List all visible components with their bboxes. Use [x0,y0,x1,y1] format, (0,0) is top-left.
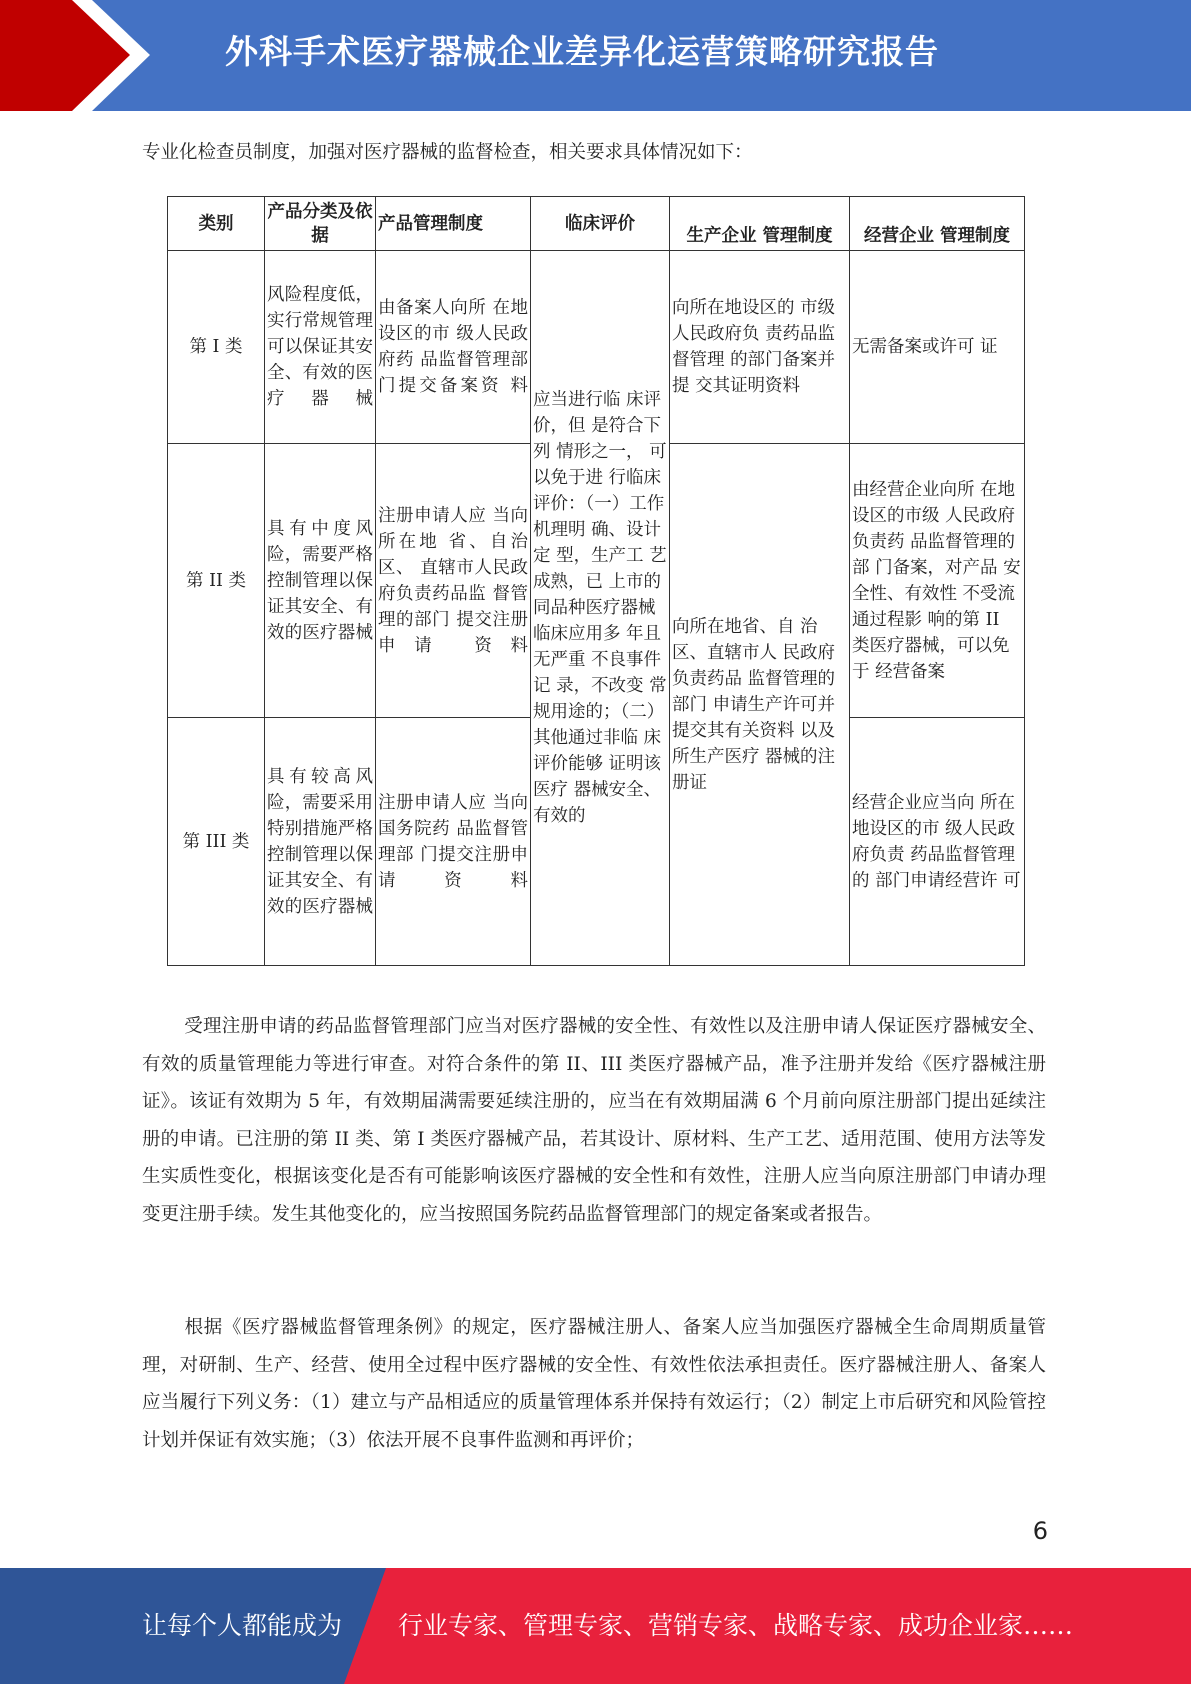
intro-text: 专业化检查员制度，加强对医疗器械的监督检查，相关要求具体情况如下： [142,142,753,163]
page-header [0,0,1191,111]
manufacturing-cell: 向所在地设区的 市级人民政府负 责药品监督管理 的部门备案并提 交其证明资料 [670,251,850,444]
product-mgmt-cell: 由备案人向所 在地设区的市 级人民政府药 品监督管理部 门提交备案资 料 [376,251,531,444]
product-mgmt-cell: 注册申请人应 当向所在地 省、自治区、 直辖市人民政 府负责药品监 督管理的部门 提交注册申请 资料 [376,444,531,718]
regulation-table [167,196,1025,966]
basis-cell: 具有中度风险，需要严格控制管理以保证其安全、有效的医疗器械 [265,444,376,718]
footer-slogan-left: 让每个人都能成为 [142,1611,343,1640]
paragraph-text: 根据《医疗器械监督管理条例》的规定，医疗器械注册人、备案人应当加强医疗器械全生命周期质量管理，对研制、生产、经营、使用全过程中医疗器械的安全性、有效性依法承担责任。医疗器械注册人、备案人应当履行下列义务：（1）建立与产品相适应的质量管理体系并保持有效运行；（2）制定上市后研究和风险管控计划并保证有效实施；（3）依法开展不良事件监测和再评价； [142,1317,1046,1451]
clinical-evaluation-cell: 应当进行临 床评价，但 是符合下列 情形之一， 可以免于进 行临床评价：（一）工作机理明 确、设计定 型，生产工 艺成熟，已 上市的同品种医疗器械 临床应用多 年且无严重 不良事件记 录，不改变 常规用途的；（二）其他通过非临 床评价能够 证明该医疗 器械安全、 有效的 [531,251,670,966]
header-manufacturing: 生产企业 管理制度 [670,197,850,251]
category-cell: 第 I 类 [168,251,265,444]
body-paragraph [142,1309,1046,1459]
header-chevron-decoration [0,0,150,111]
category-cell: 第 III 类 [168,718,265,966]
distribution-cell: 经营企业应当向 所在地设区的市 级人民政府负责 药品监督管理的 部门申请经营许 可 [850,718,1025,966]
header-category: 类别 [168,197,265,251]
header-clinical: 临床评价 [531,197,670,251]
page-footer [0,1568,1191,1684]
product-mgmt-cell: 注册申请人应 当向国务院药 品监督管理部 门提交注册申 请资料 [376,718,531,966]
header-basis: 产品分类及依据 [265,197,376,251]
distribution-cell: 由经营企业向所 在地设区的市级 人民政府负责药 品监督管理的部 门备案，对产品 安全性、有效性 不受流通过程影 响的第 II 类医疗器械，可以免于 经营备案 [850,444,1025,718]
table-row [168,251,1025,444]
header-distribution: 经营企业 管理制度 [850,197,1025,251]
distribution-cell: 无需备案或许可 证 [850,251,1025,444]
header-product-mgmt: 产品管理制度 [376,197,531,251]
paragraph-text: 受理注册申请的药品监督管理部门应当对医疗器械的安全性、有效性以及注册申请人保证医疗器械安全、有效的质量管理能力等进行审查。对符合条件的第 II、III 类医疗器械产品，准予注册并发给《医疗器械注册证》。该证有效期为 5 年，有效期届满需要延续注册的，应当在有效期届满 6 个月前向原注册部门提出延续注册的申请。已注册的第 II 类、第 I 类医疗器械产品，若其设计、原材料、生产工艺、适用范围、使用方法等发生实质性变化，根据该变化是否有可能影响该医疗器械的安全性和有效性，注册人应当向原注册部门申请办理变更注册手续。发生其他变化的，应当按照国务院药品监督管理部门的规定备案或者报告。 [142,1016,1046,1225]
table-header-row [168,197,1025,251]
footer-slogan-right: 行业专家、管理专家、营销专家、战略专家、成功企业家…… [398,1611,1074,1640]
page-number: 6 [1032,1517,1048,1545]
category-cell: 第 II 类 [168,444,265,718]
report-title: 外科手术医疗器械企业差异化运营策略研究报告 [225,32,939,71]
basis-cell: 具有较高风险，需要采用特别措施严格控制管理以保证其安全、有效的医疗器械 [265,718,376,966]
body-paragraph [142,1008,1046,1233]
basis-cell: 风险程度低，实行常规管理可以保证其安全、有效的医疗器械 [265,251,376,444]
manufacturing-cell-merged: 向所在地省、自 治区、直辖市人 民政府负责药品 监督管理的部门 申请生产许可并 提交其有关资料 以及所生产医疗 器械的注册证 [670,444,850,966]
